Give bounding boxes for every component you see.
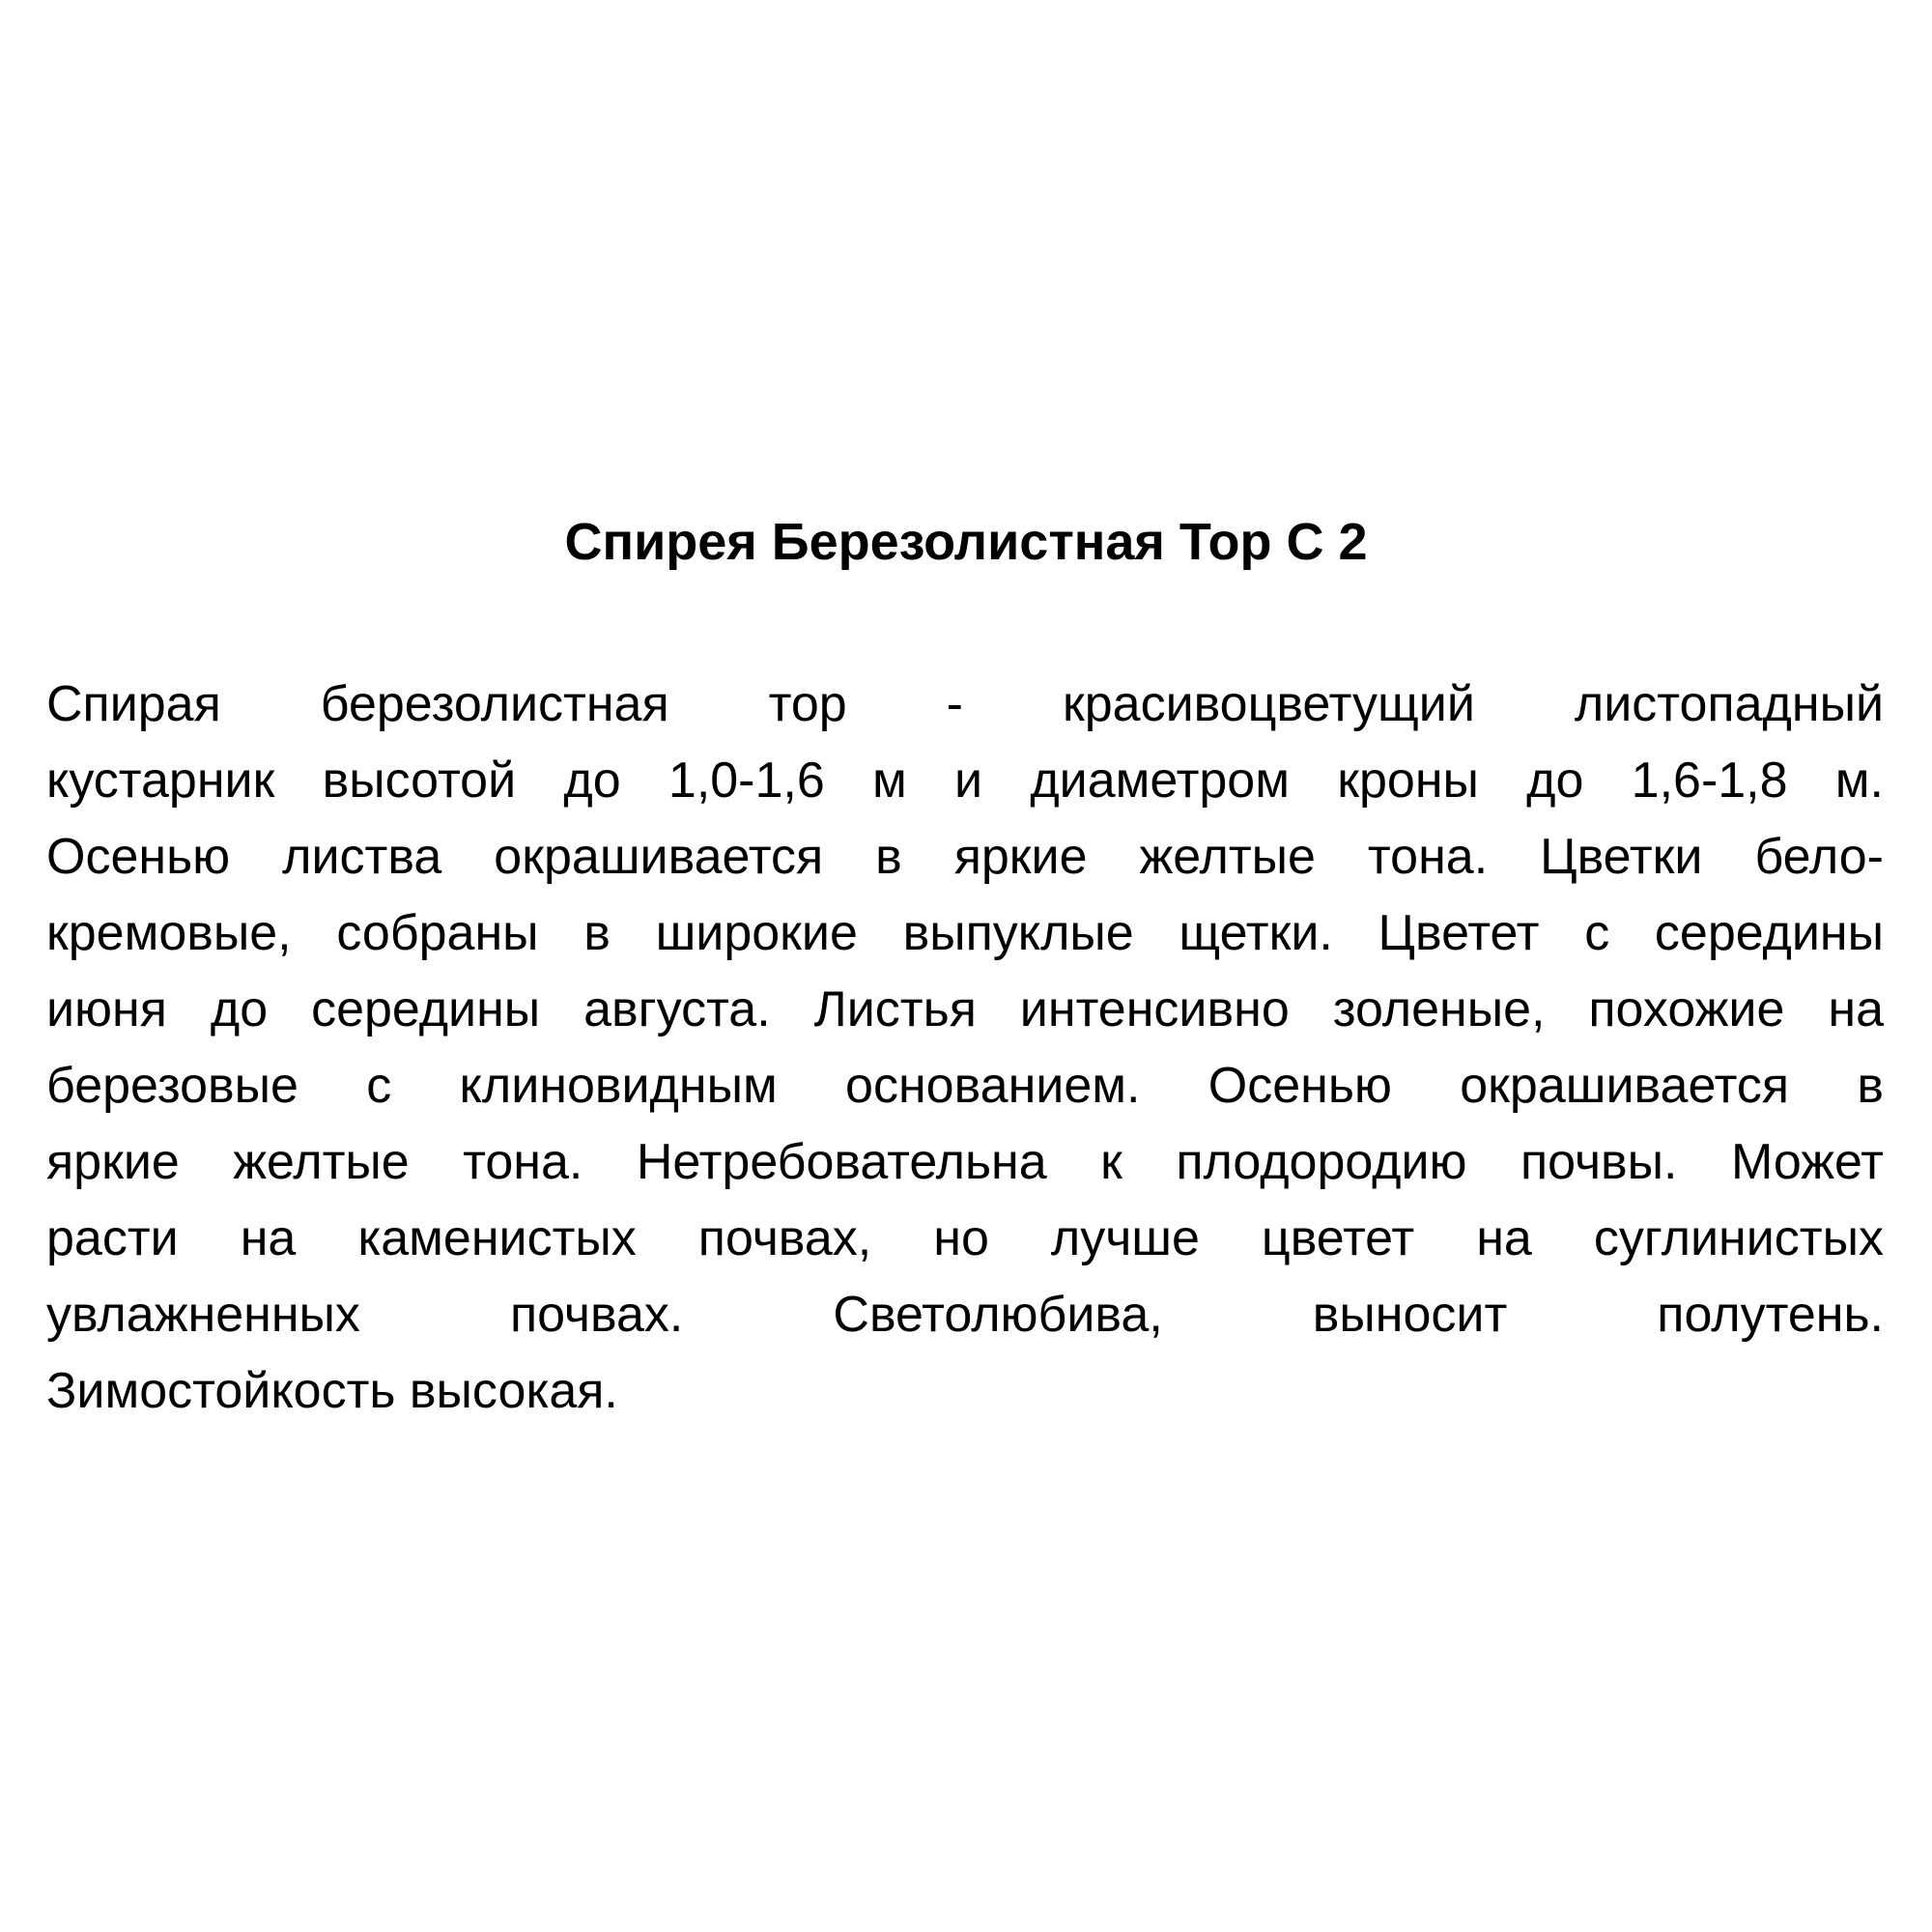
description-line: увлажненных почвах. Светолюбива, выносит полутень.: [46, 1287, 1884, 1343]
description-line: Спирая березолистная тор - красивоцветущий листопадный: [46, 676, 1884, 732]
description-line: березовые с клиновидным основанием. Осенью окрашивается в: [46, 1058, 1884, 1114]
description-line: июня до середины августа. Листья интенсивно золеные, похожие на: [46, 981, 1884, 1037]
description-line: кремовые, собраны в широкие выпуклые щетки. Цветет с середины: [46, 905, 1884, 961]
description-line: расти на каменистых почвах, но лучше цветет на суглинистых: [46, 1210, 1884, 1266]
description-line: яркие желтые тона. Нетребовательна к плодородию почвы. Может: [46, 1134, 1884, 1190]
description-line: Зимостойкость высокая.: [46, 1363, 618, 1419]
description-line: Осенью листва окрашивается в яркие желтые тона. Цветки бело-: [46, 829, 1884, 885]
description-line: кустарник высотой до 1,0-1,6 м и диаметром кроны до 1,6-1,8 м.: [46, 753, 1884, 809]
product-title: Спирея Березолистная Тор С 2: [564, 513, 1368, 571]
product-description: [46, 667, 1884, 1430]
